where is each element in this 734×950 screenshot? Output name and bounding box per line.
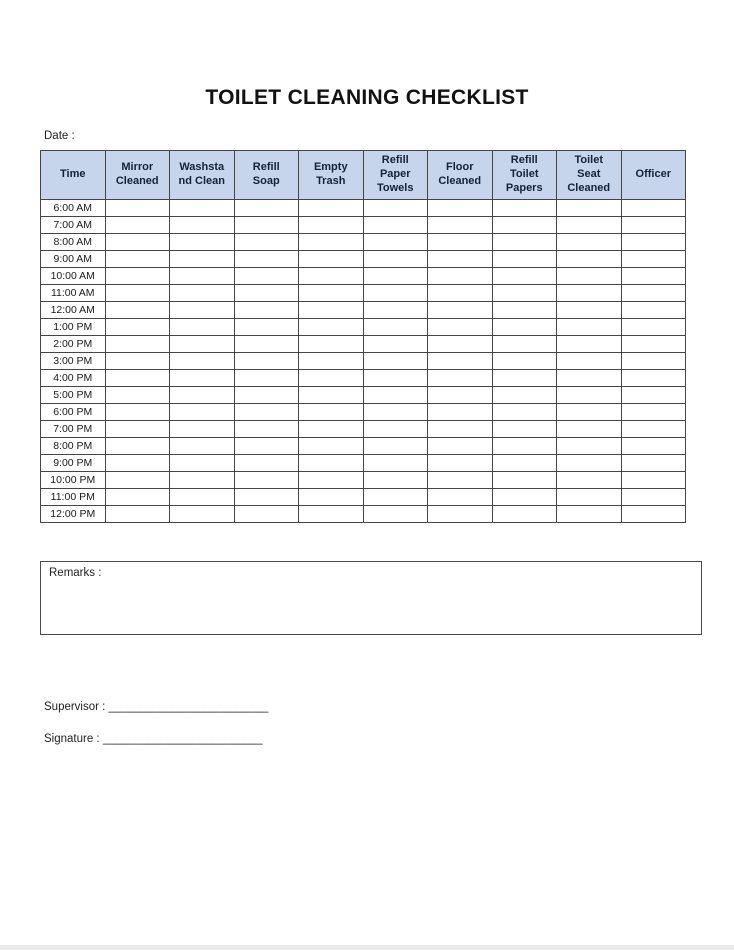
- time-cell: 4:00 PM: [41, 370, 106, 387]
- checklist-cell: [492, 302, 557, 319]
- checklist-cell: [234, 455, 299, 472]
- checklist-cell: [170, 234, 235, 251]
- checklist-cell: [363, 472, 428, 489]
- time-cell: 7:00 PM: [41, 421, 106, 438]
- checklist-cell: [299, 353, 364, 370]
- time-cell: 6:00 AM: [41, 200, 106, 217]
- checklist-cell: [428, 472, 493, 489]
- checklist-cell: [428, 217, 493, 234]
- checklist-cell: [299, 285, 364, 302]
- checklist-cell: [363, 319, 428, 336]
- checklist-cell: [234, 438, 299, 455]
- checklist-cell: [428, 336, 493, 353]
- checklist-cell: [557, 302, 622, 319]
- checklist-cell: [234, 268, 299, 285]
- checklist-cell: [234, 489, 299, 506]
- time-cell: 7:00 AM: [41, 217, 106, 234]
- checklist-cell: [363, 506, 428, 523]
- checklist-cell: [105, 285, 170, 302]
- checklist-cell: [170, 336, 235, 353]
- table-row: [41, 234, 686, 251]
- signoff-section: [44, 701, 734, 745]
- checklist-cell: [299, 506, 364, 523]
- checklist-cell: [363, 200, 428, 217]
- column-header: Empty Trash: [299, 151, 364, 200]
- checklist-cell: [299, 489, 364, 506]
- checklist-cell: [234, 251, 299, 268]
- checklist-cell: [299, 319, 364, 336]
- checklist-cell: [170, 200, 235, 217]
- checklist-cell: [105, 370, 170, 387]
- checklist-cell: [557, 506, 622, 523]
- checklist-cell: [428, 421, 493, 438]
- checklist-cell: [428, 200, 493, 217]
- checklist-cell: [170, 319, 235, 336]
- checklist-cell: [492, 285, 557, 302]
- checklist-cell: [363, 268, 428, 285]
- table-row: [41, 438, 686, 455]
- checklist-cell: [234, 421, 299, 438]
- date-label: Date :: [44, 130, 75, 142]
- table-row: [41, 285, 686, 302]
- table-row: [41, 319, 686, 336]
- checklist-cell: [299, 370, 364, 387]
- column-header: Washsta nd Clean: [170, 151, 235, 200]
- checklist-cell: [557, 251, 622, 268]
- checklist-cell: [492, 234, 557, 251]
- checklist-cell: [170, 251, 235, 268]
- checklist-cell: [557, 200, 622, 217]
- checklist-cell: [299, 217, 364, 234]
- checklist-cell: [428, 455, 493, 472]
- checklist-cell: [557, 472, 622, 489]
- checklist-cell: [621, 251, 686, 268]
- time-cell: 10:00 AM: [41, 268, 106, 285]
- checklist-cell: [492, 489, 557, 506]
- table-row: [41, 353, 686, 370]
- checklist-cell: [492, 370, 557, 387]
- checklist-cell: [621, 200, 686, 217]
- checklist-cell: [428, 404, 493, 421]
- time-cell: 10:00 PM: [41, 472, 106, 489]
- checklist-cell: [492, 353, 557, 370]
- checklist-cell: [170, 370, 235, 387]
- checklist-cell: [170, 268, 235, 285]
- checklist-cell: [105, 438, 170, 455]
- checklist-cell: [492, 404, 557, 421]
- checklist-cell: [105, 217, 170, 234]
- checklist-cell: [621, 438, 686, 455]
- checklist-cell: [428, 251, 493, 268]
- time-cell: 12:00 PM: [41, 506, 106, 523]
- checklist-cell: [492, 387, 557, 404]
- checklist-cell: [428, 387, 493, 404]
- checklist-cell: [492, 455, 557, 472]
- checklist-cell: [492, 438, 557, 455]
- checklist-cell: [363, 302, 428, 319]
- checklist-cell: [363, 370, 428, 387]
- checklist-cell: [105, 336, 170, 353]
- checklist-cell: [557, 387, 622, 404]
- checklist-cell: [557, 336, 622, 353]
- checklist-cell: [299, 387, 364, 404]
- checklist-cell: [428, 370, 493, 387]
- checklist-cell: [428, 268, 493, 285]
- checklist-cell: [234, 506, 299, 523]
- checklist-cell: [170, 455, 235, 472]
- checklist-cell: [170, 506, 235, 523]
- checklist-cell: [299, 438, 364, 455]
- checklist-cell: [234, 353, 299, 370]
- checklist-cell: [234, 370, 299, 387]
- checklist-cell: [363, 404, 428, 421]
- supervisor-line: Supervisor : _________________________: [44, 701, 269, 713]
- checklist-cell: [234, 319, 299, 336]
- checklist-cell: [234, 217, 299, 234]
- checklist-cell: [299, 200, 364, 217]
- table-row: [41, 404, 686, 421]
- signature-line: Signature : _________________________: [44, 733, 263, 745]
- checklist-cell: [621, 472, 686, 489]
- checklist-cell: [557, 217, 622, 234]
- time-cell: 11:00 AM: [41, 285, 106, 302]
- time-cell: 1:00 PM: [41, 319, 106, 336]
- checklist-cell: [492, 217, 557, 234]
- time-cell: 12:00 AM: [41, 302, 106, 319]
- column-header: Toilet Seat Cleaned: [557, 151, 622, 200]
- time-cell: 8:00 PM: [41, 438, 106, 455]
- checklist-cell: [170, 421, 235, 438]
- checklist-cell: [105, 472, 170, 489]
- checklist-cell: [492, 268, 557, 285]
- checklist-cell: [428, 234, 493, 251]
- checklist-cell: [557, 455, 622, 472]
- checklist-cell: [492, 506, 557, 523]
- page-title: TOILET CLEANING CHECKLIST: [205, 86, 529, 109]
- checklist-cell: [621, 387, 686, 404]
- table-row: [41, 455, 686, 472]
- checklist-cell: [557, 370, 622, 387]
- checklist-cell: [234, 387, 299, 404]
- checklist-cell: [621, 336, 686, 353]
- checklist-cell: [105, 251, 170, 268]
- remarks-box: [40, 561, 702, 635]
- checklist-cell: [105, 387, 170, 404]
- checklist-cell: [234, 234, 299, 251]
- table-row: [41, 421, 686, 438]
- checklist-cell: [234, 200, 299, 217]
- column-header: Refill Paper Towels: [363, 151, 428, 200]
- checklist-cell: [557, 319, 622, 336]
- table-row: [41, 387, 686, 404]
- checklist-cell: [621, 506, 686, 523]
- checklist-cell: [105, 200, 170, 217]
- checklist-cell: [557, 268, 622, 285]
- checklist-cell: [299, 234, 364, 251]
- table-row: [41, 472, 686, 489]
- checklist-cell: [299, 472, 364, 489]
- checklist-cell: [492, 472, 557, 489]
- checklist-cell: [234, 285, 299, 302]
- column-header: Refill Soap: [234, 151, 299, 200]
- checklist-cell: [105, 489, 170, 506]
- page-bottom-edge: [0, 945, 734, 950]
- time-cell: 9:00 AM: [41, 251, 106, 268]
- checklist-cell: [621, 370, 686, 387]
- time-cell: 8:00 AM: [41, 234, 106, 251]
- table-row: [41, 489, 686, 506]
- time-cell: 2:00 PM: [41, 336, 106, 353]
- checklist-cell: [105, 234, 170, 251]
- checklist-cell: [492, 200, 557, 217]
- checklist-cell: [363, 336, 428, 353]
- checklist-cell: [621, 404, 686, 421]
- checklist-table: [40, 150, 686, 523]
- checklist-cell: [234, 404, 299, 421]
- column-header: Refill Toilet Papers: [492, 151, 557, 200]
- table-body: [41, 200, 686, 523]
- checklist-cell: [234, 336, 299, 353]
- checklist-cell: [170, 217, 235, 234]
- checklist-cell: [170, 285, 235, 302]
- checklist-cell: [428, 353, 493, 370]
- checklist-cell: [621, 285, 686, 302]
- checklist-cell: [428, 489, 493, 506]
- checklist-cell: [492, 336, 557, 353]
- checklist-cell: [170, 489, 235, 506]
- checklist-cell: [105, 268, 170, 285]
- checklist-cell: [105, 506, 170, 523]
- checklist-cell: [621, 302, 686, 319]
- checklist-cell: [234, 302, 299, 319]
- checklist-cell: [299, 336, 364, 353]
- checklist-cell: [621, 455, 686, 472]
- checklist-cell: [621, 217, 686, 234]
- column-header: Floor Cleaned: [428, 151, 493, 200]
- checklist-cell: [299, 251, 364, 268]
- checklist-cell: [621, 319, 686, 336]
- table-row: [41, 268, 686, 285]
- checklist-cell: [557, 285, 622, 302]
- column-header: Mirror Cleaned: [105, 151, 170, 200]
- time-cell: 5:00 PM: [41, 387, 106, 404]
- checklist-cell: [363, 489, 428, 506]
- checklist-cell: [105, 404, 170, 421]
- time-cell: 6:00 PM: [41, 404, 106, 421]
- time-cell: 9:00 PM: [41, 455, 106, 472]
- checklist-cell: [428, 506, 493, 523]
- checklist-cell: [557, 404, 622, 421]
- checklist-cell: [492, 251, 557, 268]
- checklist-cell: [363, 285, 428, 302]
- checklist-cell: [234, 472, 299, 489]
- table-row: [41, 200, 686, 217]
- table-row: [41, 506, 686, 523]
- checklist-cell: [363, 438, 428, 455]
- checklist-cell: [105, 302, 170, 319]
- checklist-cell: [363, 387, 428, 404]
- checklist-cell: [428, 285, 493, 302]
- checklist-cell: [363, 217, 428, 234]
- checklist-cell: [363, 353, 428, 370]
- checklist-cell: [492, 319, 557, 336]
- checklist-cell: [299, 404, 364, 421]
- checklist-cell: [428, 438, 493, 455]
- table-row: [41, 336, 686, 353]
- checklist-cell: [492, 421, 557, 438]
- checklist-cell: [170, 353, 235, 370]
- checklist-cell: [299, 421, 364, 438]
- checklist-cell: [170, 387, 235, 404]
- checklist-cell: [170, 404, 235, 421]
- checklist-cell: [170, 438, 235, 455]
- checklist-cell: [557, 489, 622, 506]
- header-row: [41, 151, 686, 200]
- checklist-cell: [105, 455, 170, 472]
- checklist-cell: [557, 353, 622, 370]
- checklist-cell: [621, 421, 686, 438]
- checklist-cell: [621, 234, 686, 251]
- table-row: [41, 370, 686, 387]
- checklist-cell: [105, 353, 170, 370]
- checklist-cell: [363, 251, 428, 268]
- checklist-cell: [105, 319, 170, 336]
- checklist-cell: [557, 234, 622, 251]
- checklist-cell: [299, 302, 364, 319]
- checklist-cell: [170, 472, 235, 489]
- column-header: Officer: [621, 151, 686, 200]
- table-row: [41, 251, 686, 268]
- checklist-cell: [557, 438, 622, 455]
- time-cell: 3:00 PM: [41, 353, 106, 370]
- time-cell: 11:00 PM: [41, 489, 106, 506]
- checklist-cell: [557, 421, 622, 438]
- table-row: [41, 217, 686, 234]
- checklist-cell: [170, 302, 235, 319]
- table-row: [41, 302, 686, 319]
- checklist-cell: [621, 353, 686, 370]
- checklist-cell: [299, 268, 364, 285]
- remarks-label: Remarks :: [49, 567, 102, 579]
- column-header: Time: [41, 151, 106, 200]
- checklist-cell: [363, 234, 428, 251]
- checklist-cell: [363, 455, 428, 472]
- checklist-cell: [105, 421, 170, 438]
- checklist-cell: [621, 268, 686, 285]
- checklist-cell: [363, 421, 428, 438]
- checklist-cell: [428, 302, 493, 319]
- table-header: [41, 151, 686, 200]
- checklist-cell: [428, 319, 493, 336]
- checklist-cell: [621, 489, 686, 506]
- checklist-cell: [299, 455, 364, 472]
